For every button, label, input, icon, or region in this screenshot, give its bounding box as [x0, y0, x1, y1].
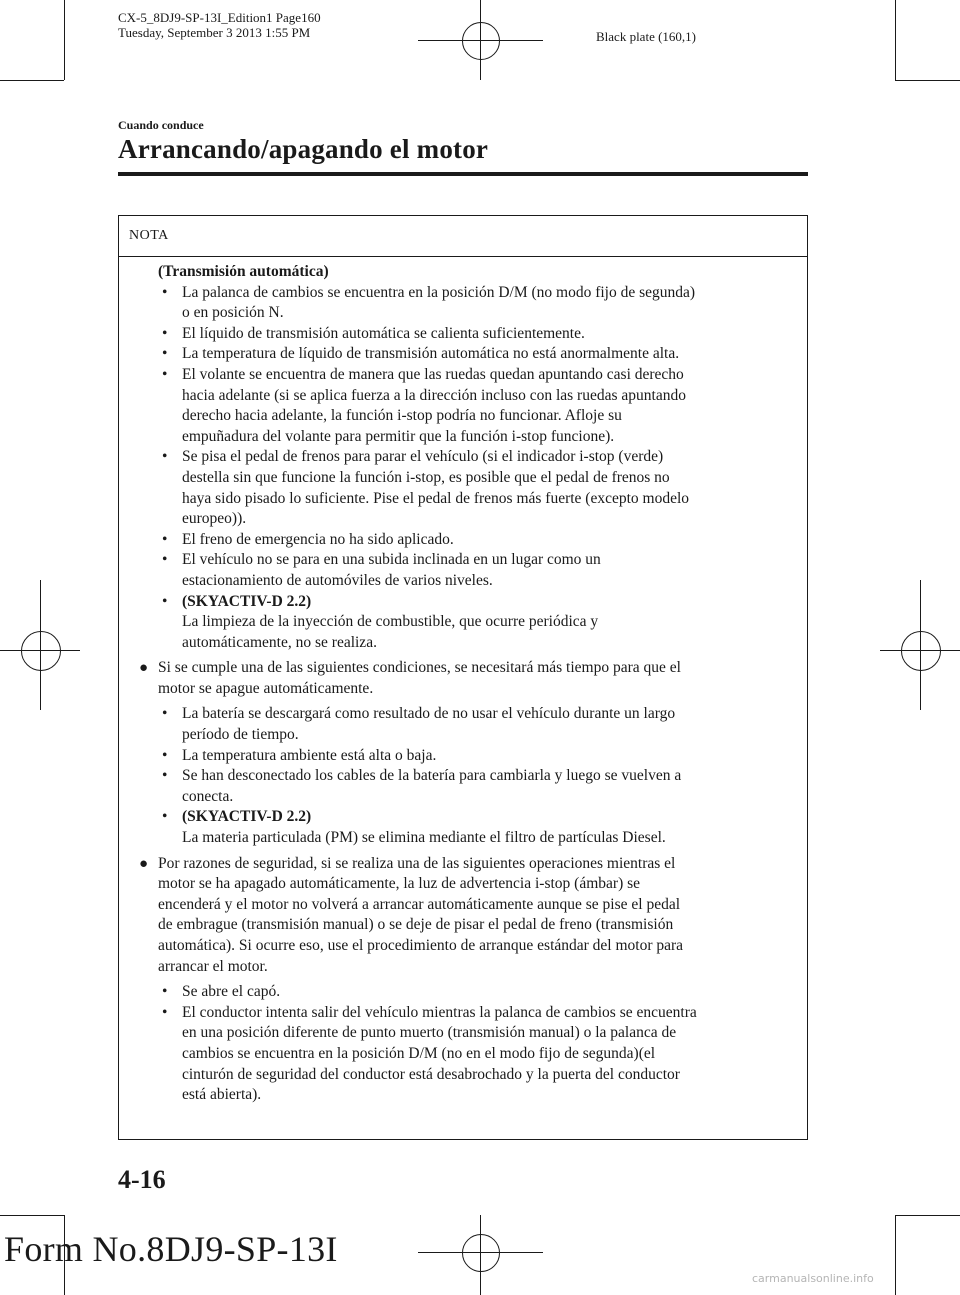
list-item-line: El vehículo no se para en una subida inclinada en un lugar como un — [182, 551, 601, 569]
section-label: Cuando conduce — [118, 118, 204, 132]
watermark: carmanualsonline.info — [752, 1272, 874, 1285]
main-point-line: automática). Si ocurre eso, use el procedimiento de arranque estándar del motor para — [158, 937, 684, 954]
main-point-line: encenderá y el motor no volverá a arrancar automáticamente aunque se pise el pedal — [158, 895, 681, 913]
list-item-line: en una posición diferente de punto muerto (transmisión manual) o la palanca de — [182, 1024, 677, 1042]
main-point — [129, 658, 797, 699]
title-rule — [118, 172, 808, 176]
list-item-line: La temperatura de líquido de transmisión automática no está anormalmente alta. — [182, 345, 680, 363]
sub-conditions-list — [129, 704, 797, 807]
list-item — [129, 766, 797, 807]
bullet-marker: • — [162, 592, 168, 610]
list-item-line: conecta. — [182, 787, 234, 805]
list-item-line: El líquido de transmisión automática se calienta suficientemente. — [182, 324, 585, 342]
print-file-line: CX-5_8DJ9-SP-13I_Edition1 Page160 — [118, 10, 321, 25]
bullet-marker: • — [162, 345, 168, 363]
note-box — [118, 215, 808, 1140]
bullet-marker: • — [162, 365, 168, 383]
auto-transmission-heading: (Transmisión automática) — [158, 263, 329, 280]
bullet-marker: • — [162, 983, 168, 1001]
list-item-line: Se pisa el pedal de frenos para parar el vehículo (si el indicador i-stop (verde) — [182, 448, 664, 466]
list-item-line: La materia particulada (PM) se elimina mediante el filtro de partículas Diesel. — [182, 829, 666, 847]
bullet-marker: • — [162, 448, 168, 466]
operations-list — [129, 982, 797, 1106]
main-point-line: de embrague (transmisión manual) o se deje de pisar el pedal de freno (transmisión — [158, 916, 674, 934]
form-number: Form No.8DJ9-SP-13I — [4, 1229, 338, 1269]
list-item-line: La palanca de cambios se encuentra en la posición D/M (no modo fijo de segunda) — [182, 283, 696, 301]
bullet-marker: • — [162, 324, 168, 342]
bullet-marker: • — [162, 283, 168, 301]
list-item-line: estacionamiento de automóviles de varios niveles. — [182, 571, 493, 589]
list-item-line: derecho hacia adelante, la función i-stop podría no funcionar. Afloje su — [182, 407, 622, 425]
list-item-line: Se abre el capó. — [182, 983, 281, 1001]
note-body — [119, 257, 807, 1106]
list-item-line: está abierta). — [182, 1086, 262, 1104]
list-item-line: cinturón de seguridad del conductor está desabrochado y la puerta del conductor — [182, 1065, 680, 1083]
list-item-line: haya sido pisado lo suficiente. Pise el pedal de frenos más fuerte (excepto modelo — [182, 489, 690, 507]
bullet-marker: • — [162, 1003, 168, 1021]
list-item-line: La batería se descargará como resultado de no usar el vehículo durante un largo — [182, 705, 676, 723]
list-item — [129, 447, 797, 529]
page-title: Arrancando/apagando el motor — [118, 134, 489, 164]
bullet-marker: • — [162, 767, 168, 785]
list-item — [129, 982, 797, 1003]
list-item-line: La temperatura ambiente está alta o baja. — [182, 746, 437, 764]
bullet-marker: • — [162, 746, 168, 764]
list-item — [129, 704, 797, 745]
page-number: 4-16 — [118, 1165, 166, 1194]
list-item-line: empuñadura del volante para permitir que la función i-stop funcione). — [182, 427, 615, 445]
print-date-line: Tuesday, September 3 2013 1:55 PM — [118, 25, 311, 40]
main-point-line: motor se apague automáticamente. — [158, 679, 374, 697]
bullet-marker: • — [162, 705, 168, 723]
skyactiv-heading: (SKYACTIV-D 2.2) — [182, 808, 312, 826]
main-point-line: motor se ha apagado automáticamente, la luz de advertencia i-stop (ámbar) se — [158, 875, 641, 893]
list-item-line: Se han desconectado los cables de la batería para cambiarla y luego se vuelven a — [182, 767, 682, 785]
bullet-marker: • — [162, 530, 168, 548]
list-item-line: automáticamente, no se realiza. — [182, 633, 377, 651]
list-item-line: El conductor intenta salir del vehículo mientras la palanca de cambios se encuentra — [182, 1003, 697, 1021]
list-item-line: destella sin que funcione la función i-stop, es posible que el pedal de frenos no — [182, 468, 670, 486]
list-item-line: europeo)). — [182, 510, 247, 528]
note-heading: NOTA — [119, 216, 807, 257]
list-item — [129, 365, 797, 447]
plate-label: Black plate (160,1) — [596, 29, 696, 44]
list-item — [129, 324, 797, 345]
list-item-line: cambios se encuentra en la posición D/M (no en el modo fijo de segunda)(el — [182, 1044, 656, 1062]
list-item-line: El volante se encuentra de manera que las ruedas quedan apuntando casi derecho — [182, 365, 684, 383]
list-item — [129, 746, 797, 767]
main-point-line: arrancar el motor. — [158, 957, 268, 975]
list-item-line: La limpieza de la inyección de combustible, que ocurre periódica y — [182, 613, 599, 631]
bullet-marker: • — [162, 808, 168, 826]
list-item — [129, 1003, 797, 1106]
main-point-line: Por razones de seguridad, si se realiza una de las siguientes operaciones mientras el — [158, 854, 676, 872]
print-header — [118, 10, 321, 40]
list-item — [129, 530, 797, 551]
list-item — [129, 807, 797, 848]
list-item-line: o en posición N. — [182, 304, 284, 322]
list-item-line: hacia adelante (si se aplica fuerza a la dirección incluso con las ruedas apuntando — [182, 386, 686, 404]
list-item-line: período de tiempo. — [182, 726, 299, 744]
main-point — [129, 854, 797, 978]
bullet-marker: • — [162, 551, 168, 569]
skyactiv-heading: (SKYACTIV-D 2.2) — [182, 592, 312, 610]
list-item — [129, 283, 797, 324]
list-item — [129, 344, 797, 365]
main-point-line: Si se cumple una de las siguientes condiciones, se necesitará más tiempo para que el — [158, 659, 681, 677]
list-item — [129, 550, 797, 591]
main-bullet-marker: ● — [139, 660, 149, 677]
list-item-line: El freno de emergencia no ha sido aplicado. — [182, 530, 454, 548]
auto-conditions-list — [129, 283, 797, 592]
main-bullet-marker: ● — [139, 855, 149, 872]
list-item — [129, 592, 797, 654]
